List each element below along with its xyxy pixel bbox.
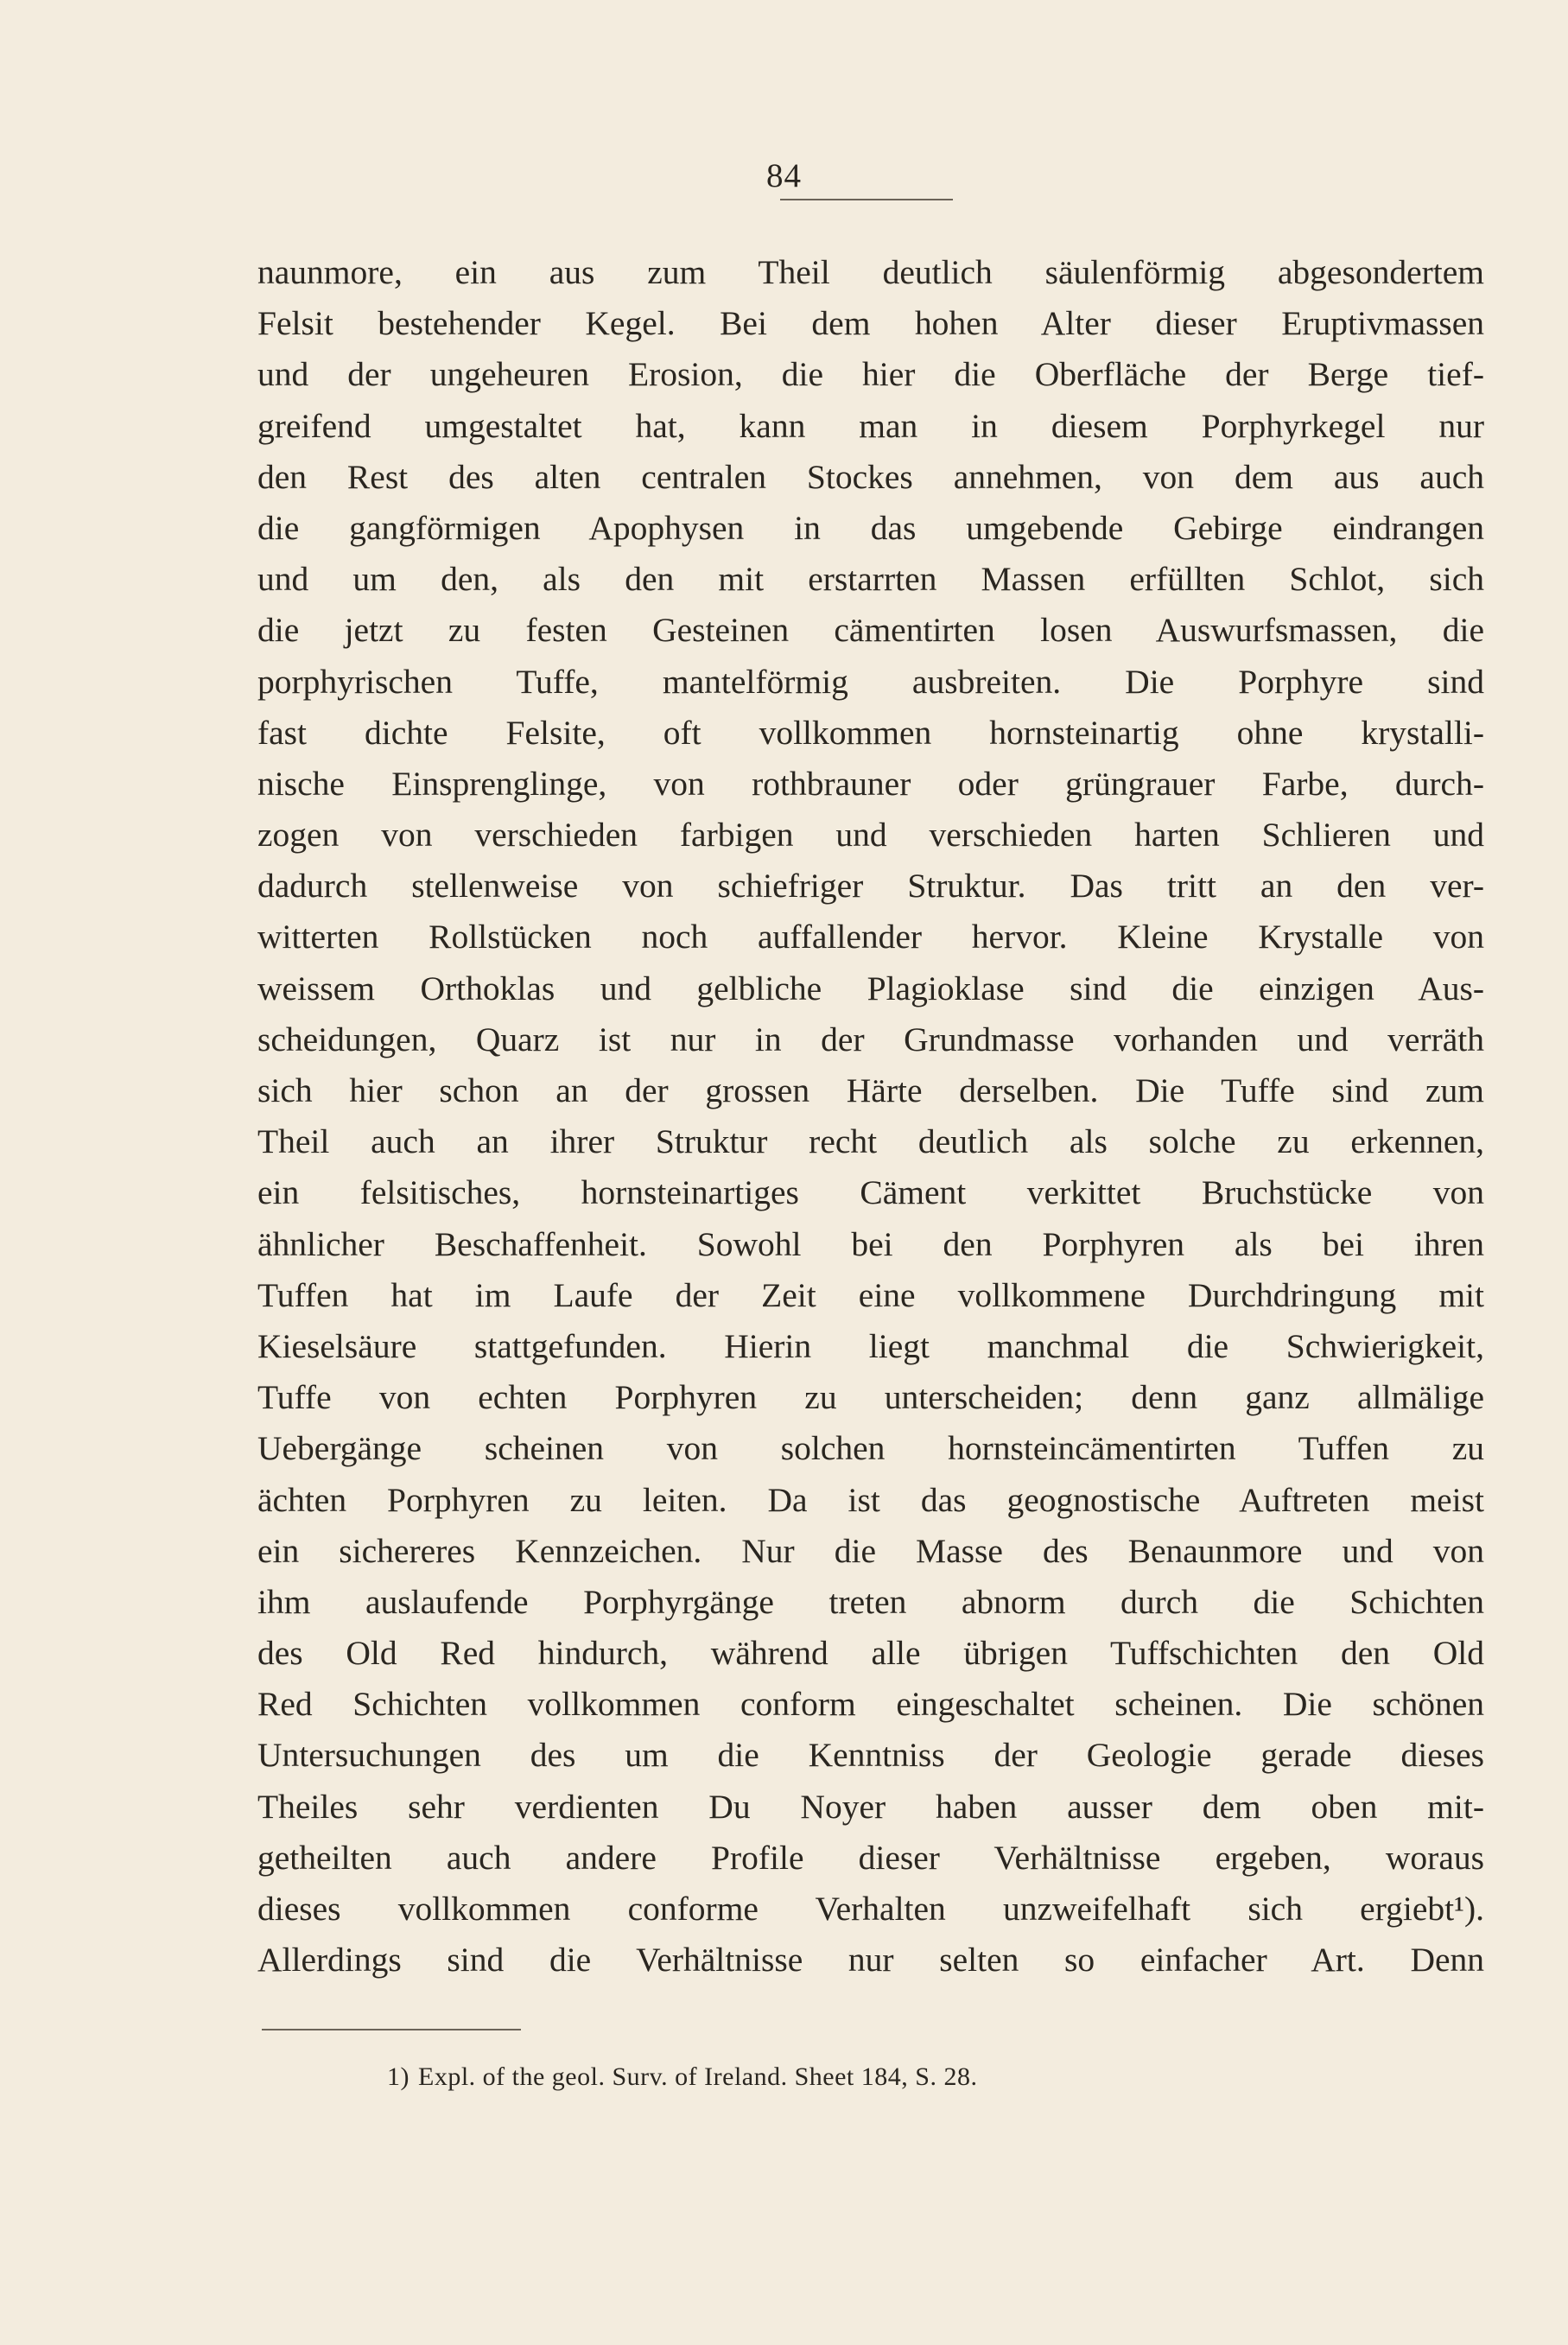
text-line: dadurch stellenweise von schiefriger Struktur. Das tritt an den ver- — [257, 867, 1484, 906]
text-line: dieses vollkommen conforme Verhalten unzweifelhaft sich ergiebt¹). — [257, 1890, 1484, 1928]
text-line: ihm auslaufende Porphyrgänge treten abnorm durch die Schichten — [257, 1582, 1484, 1621]
text-line: porphyrischen Tuffe, mantelförmig ausbreiten. Die Porphyre sind — [257, 662, 1484, 701]
text-line: und um den, als den mit erstarrten Massen erfüllten Schlot, sich — [257, 560, 1484, 599]
text-line: sich hier schon an der grossen Härte derselben. Die Tuffe sind zum — [257, 1071, 1484, 1109]
text-line: zogen von verschieden farbigen und verschieden harten Schlieren und — [257, 816, 1484, 855]
text-line: scheidungen, Quarz ist nur in der Grundmasse vorhanden und verräth — [257, 1020, 1484, 1058]
text-line: und der ungeheuren Erosion, die hier die Oberfläche der Berge tief- — [257, 355, 1484, 394]
text-line: ähnlicher Beschaffenheit. Sowohl bei den Porphyren als bei ihren — [257, 1224, 1484, 1263]
text-line: des Old Red hindurch, während alle übrigen Tuffschichten den Old — [257, 1634, 1484, 1673]
text-line: Red Schichten vollkommen conform eingeschaltet scheinen. Die schönen — [257, 1685, 1484, 1724]
body-text — [257, 247, 1484, 1986]
footnote-text: Expl. of the geol. Surv. of Ireland. Sheet 184, S. 28. — [418, 2062, 978, 2091]
footnote — [387, 2060, 977, 2094]
text-line: ein sichereres Kennzeichen. Nur die Masse des Benaunmore und von — [257, 1531, 1484, 1570]
text-line: Felsit bestehender Kegel. Bei dem hohen Alter dieser Eruptivmassen — [257, 304, 1484, 343]
text-line: Untersuchungen des um die Kenntniss der Geologie gerade dieses — [257, 1736, 1484, 1775]
text-line: ächten Porphyren zu leiten. Da ist das geognostische Auftreten meist — [257, 1480, 1484, 1519]
header-rule — [780, 199, 953, 200]
footnote-rule — [262, 2029, 521, 2030]
text-line: Uebergänge scheinen von solchen hornsteincämentirten Tuffen zu — [257, 1429, 1484, 1468]
text-line: getheilten auch andere Profile dieser Verhältnisse ergeben, woraus — [257, 1838, 1484, 1877]
text-line: die gangförmigen Apophysen in das umgebende Gebirge eindrangen — [257, 508, 1484, 547]
footnote-marker: 1) — [387, 2062, 409, 2091]
text-line: ein felsitisches, hornsteinartiges Cäment verkittet Bruchstücke von — [257, 1173, 1484, 1212]
text-line: die jetzt zu festen Gesteinen cämentirten losen Auswurfsmassen, die — [257, 611, 1484, 650]
text-line: weissem Orthoklas und gelbliche Plagioklase sind die einzigen Aus- — [257, 969, 1484, 1007]
text-line: den Rest des alten centralen Stockes annehmen, von dem aus auch — [257, 457, 1484, 496]
text-line: Theiles sehr verdienten Du Noyer haben ausser dem oben mit- — [257, 1787, 1484, 1826]
text-line: Tuffe von echten Porphyren zu unterscheiden; denn ganz allmälige — [257, 1378, 1484, 1417]
text-line: Tuffen hat im Laufe der Zeit eine vollkommene Durchdringung mit — [257, 1275, 1484, 1314]
text-line: Allerdings sind die Verhältnisse nur selten so einfacher Art. Denn — [257, 1941, 1484, 1980]
text-line: Theil auch an ihrer Struktur recht deutlich als solche zu erkennen, — [257, 1122, 1484, 1161]
text-line: Kieselsäure stattgefunden. Hierin liegt manchmal die Schwierigkeit, — [257, 1326, 1484, 1365]
text-line: naunmore, ein aus zum Theil deutlich säulenförmig abgesondertem — [257, 253, 1484, 291]
text-line: fast dichte Felsite, oft vollkommen hornsteinartig ohne krystalli- — [257, 713, 1484, 752]
page-number: 84 — [766, 157, 802, 194]
text-line: nische Einsprenglinge, von rothbrauner oder grüngrauer Farbe, durch- — [257, 764, 1484, 803]
text-line: witterten Rollstücken noch auffallender hervor. Kleine Krystalle von — [257, 918, 1484, 956]
text-line: greifend umgestaltet hat, kann man in diesem Porphyrkegel nur — [257, 406, 1484, 445]
